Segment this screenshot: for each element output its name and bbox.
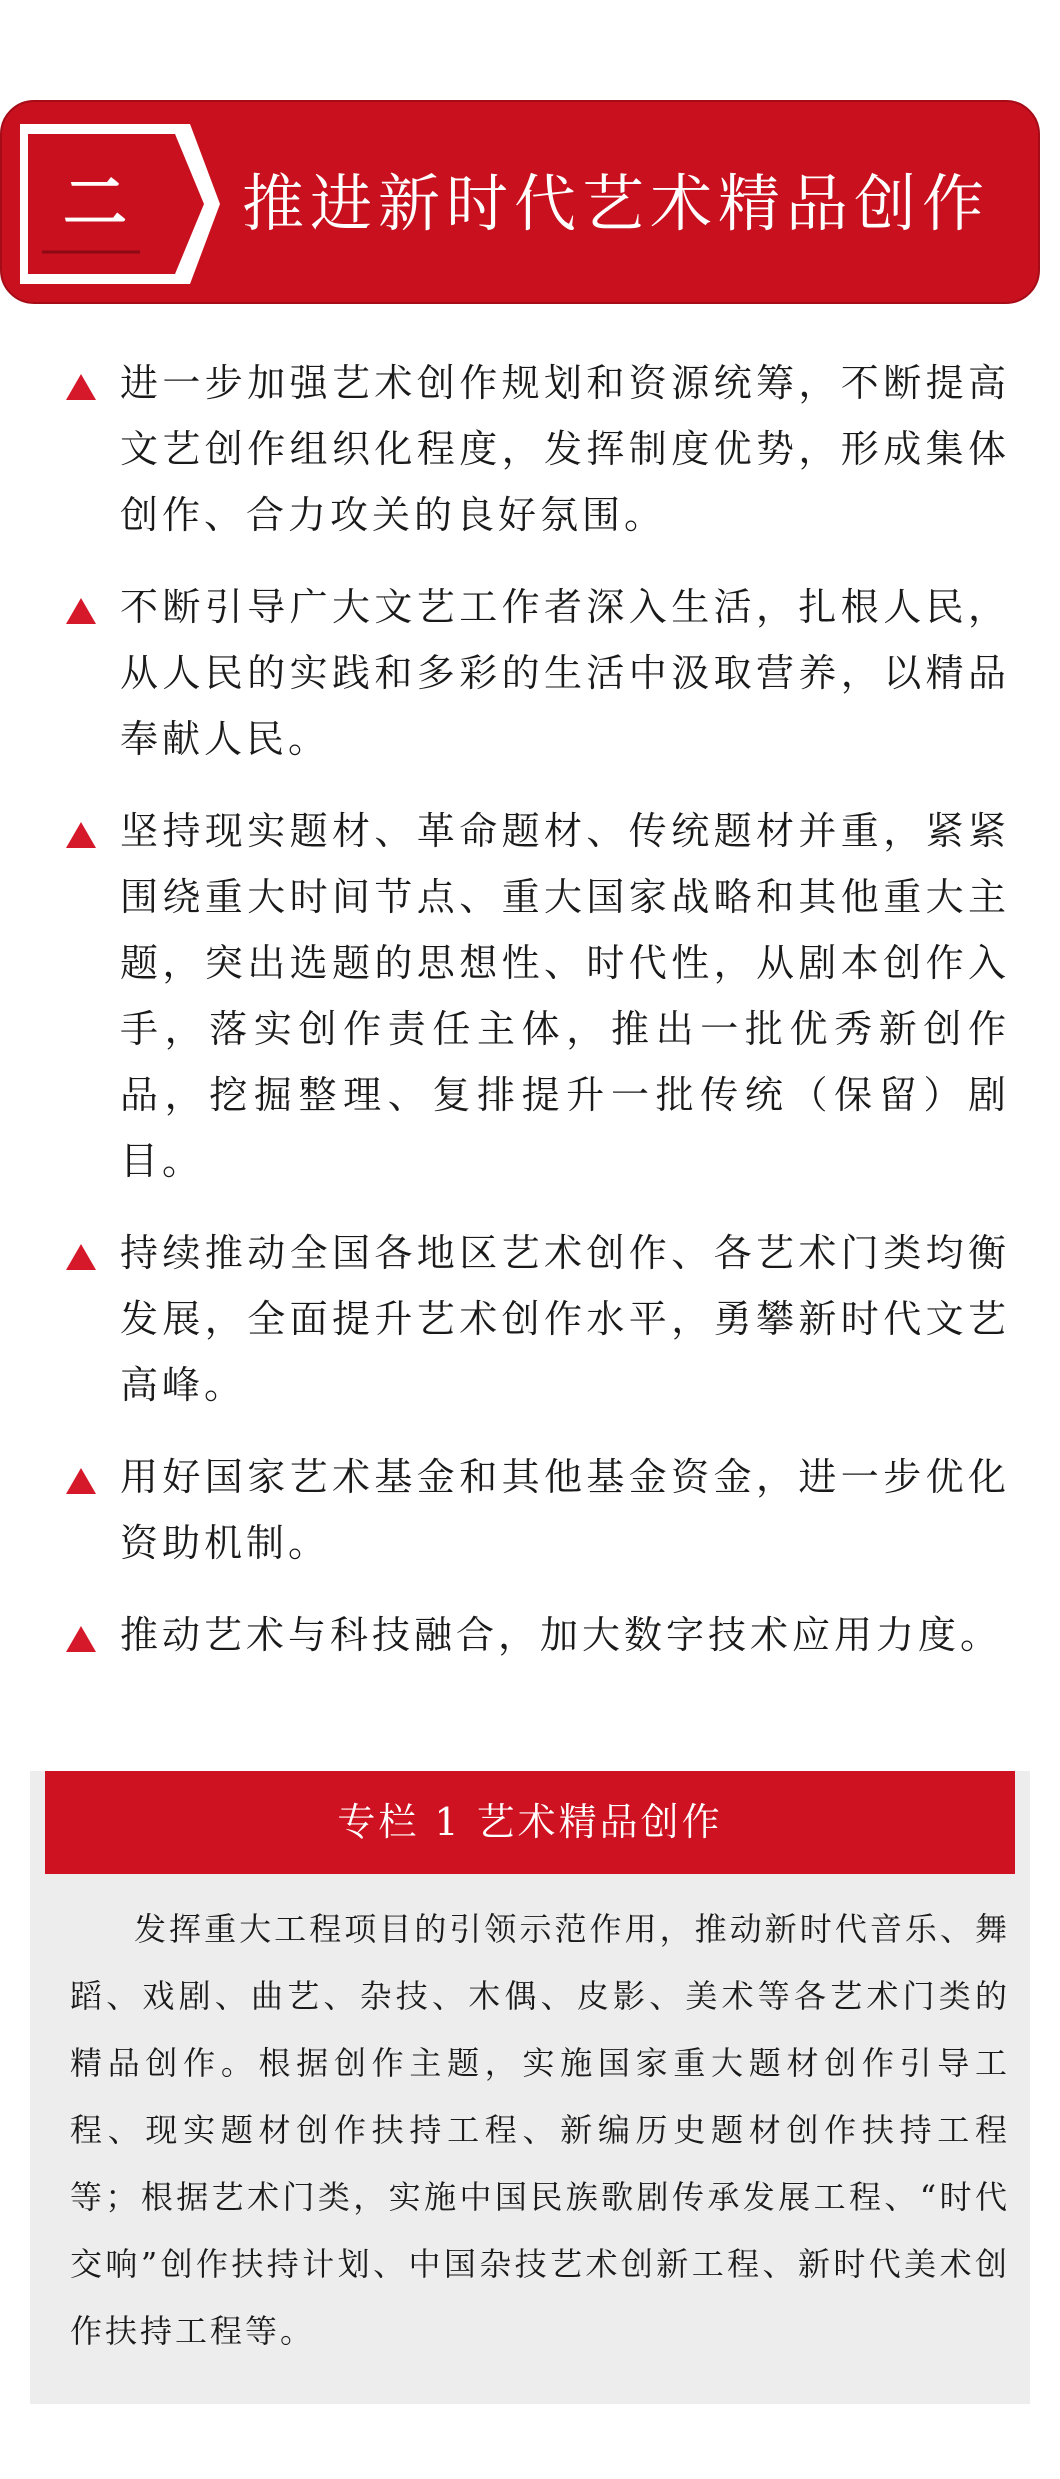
list-item-text: 进一步加强艺术创作规划和资源统筹，不断提高文艺创作组织化程度，发挥制度优势，形成集体创作、合力攻关的良好氛围。: [120, 361, 1010, 537]
list-item: [60, 1444, 1010, 1576]
list-item-text: 坚持现实题材、革命题材、传统题材并重，紧紧围绕重大时间节点、重大国家战略和其他重大主题，突出选题的思想性、时代性，从剧本创作入手，落实创作责任主体，推出一批优秀新创作品，挖掘整理、复排提升一批传统（保留）剧目。: [120, 809, 1010, 1183]
list-item: [60, 798, 1010, 1194]
column-title: 专栏 1 艺术精品创作: [337, 1800, 723, 1844]
list-item-text: 持续推动全国各地区艺术创作、各艺术门类均衡发展，全面提升艺术创作水平，勇攀新时代文艺高峰。: [120, 1231, 1010, 1407]
list-item-text: 用好国家艺术基金和其他基金资金，进一步优化资助机制。: [120, 1455, 1010, 1565]
list-item-text: 推动艺术与科技融合，加大数字技术应用力度。: [120, 1613, 1003, 1657]
list-item: [60, 350, 1010, 548]
item-list: [60, 350, 1010, 1694]
triangle-bullet-icon: [66, 1468, 96, 1494]
section-number: 二: [63, 167, 127, 241]
column-body: 发挥重大工程项目的引领示范作用，推动新时代音乐、舞蹈、戏剧、曲艺、杂技、木偶、皮影、美术等各艺术门类的精品创作。根据创作主题，实施国家重大题材创作引导工程、现实题材创作扶持工程、新编历史题材创作扶持工程等；根据艺术门类，实施中国民族歌剧传承发展工程、“时代交响”创作扶持计划、中国杂技艺术创新工程、新时代美术创作扶持工程等。: [70, 1910, 1010, 2350]
triangle-bullet-icon: [66, 598, 96, 624]
triangle-bullet-icon: [66, 822, 96, 848]
list-item-text: 不断引导广大文艺工作者深入生活，扎根人民，从人民的实践和多彩的生活中汲取营养，以精品奉献人民。: [120, 585, 1010, 761]
list-item: [60, 1602, 1010, 1668]
section-title: 推进新时代艺术精品创作: [242, 167, 991, 240]
triangle-bullet-icon: [66, 1244, 96, 1270]
triangle-bullet-icon: [66, 1626, 96, 1652]
list-item: [60, 1220, 1010, 1418]
list-item: [60, 574, 1010, 772]
triangle-bullet-icon: [66, 374, 96, 400]
column-panel: [30, 1771, 1030, 2404]
section-number-badge: [20, 124, 220, 284]
column-header: [45, 1771, 1015, 1874]
section-header-banner: [0, 100, 1040, 304]
